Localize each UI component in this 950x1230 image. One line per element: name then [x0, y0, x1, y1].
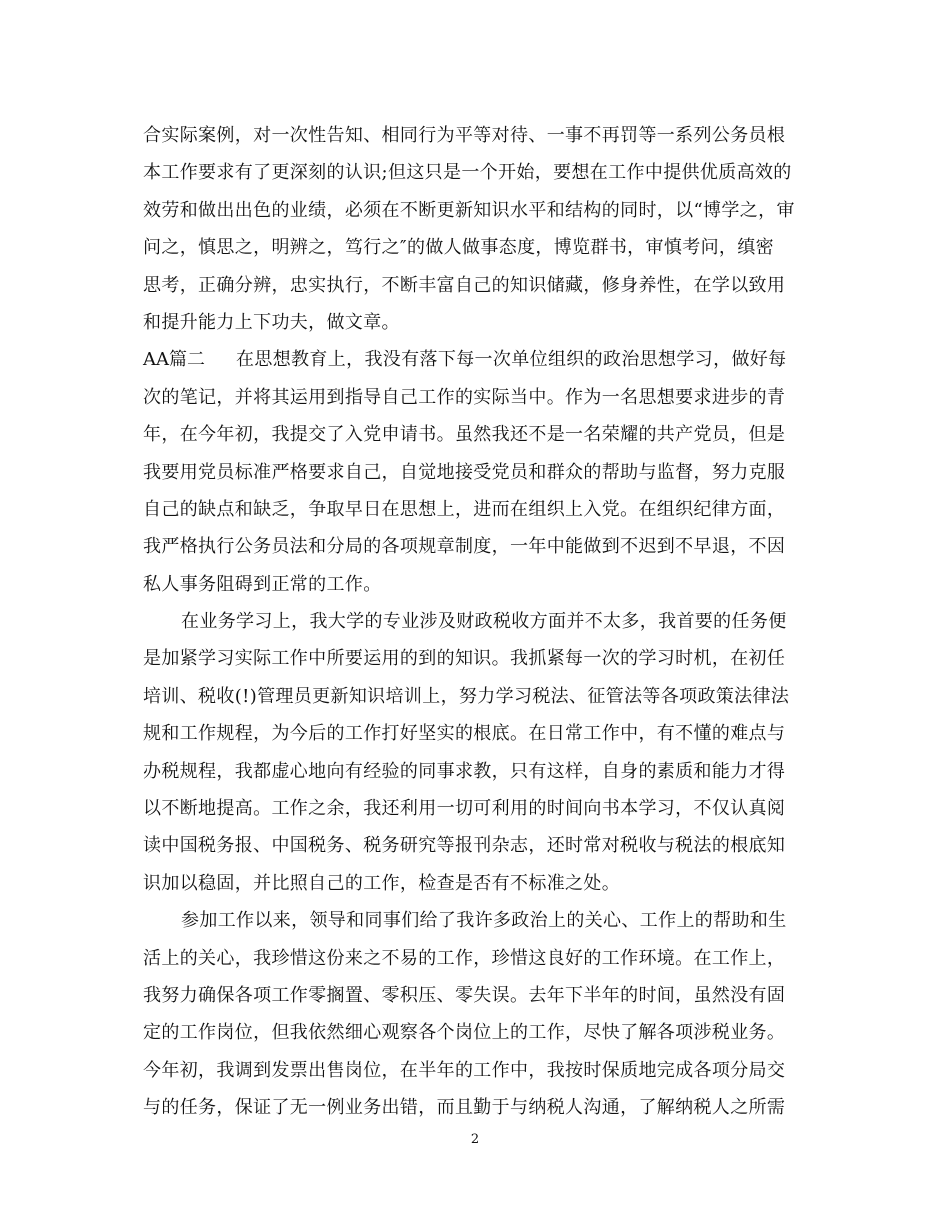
section-tag: AA篇二 [143, 349, 205, 371]
text-line: 我严格执行公务员法和分局的各项规章制度，一年中能做到不迟到不早退，不因 [143, 536, 786, 558]
text-line: 年，在今年初，我提交了入党申请书。虽然我还不是一名荣耀的共产党员，但是 [143, 424, 786, 446]
text-line: 是加紧学习实际工作中所要运用的到的知识。我抓紧每一次的学习时机，在初任 [143, 648, 786, 670]
text-line: 我要用党员标准严格要求自己，自觉地接受党员和群众的帮助与监督，努力克服 [143, 461, 786, 483]
section-first-line: 在思想教育上，我没有落下每一次单位组织的政治思想学习，做好每 [236, 349, 787, 371]
text-line: 与的任务，保证了无一例业务出错，而且勤于与纳税人沟通，了解纳税人之所需 [143, 1097, 786, 1119]
text-line: 和提升能力上下功夫，做文章。 [143, 311, 400, 333]
text-line: 规和工作规程，为今后的工作打好坚实的根底。在日常工作中，有不懂的难点与 [143, 723, 786, 745]
text-line: 以不断地提高。工作之余，我还利用一切可利用的时间向书本学习，不仅认真阅 [143, 798, 786, 820]
text-line: 定的工作岗位，但我依然细心观察各个岗位上的工作，尽快了解各项涉税业务。 [143, 1022, 786, 1044]
text-line: 我努力确保各项工作零搁置、零积压、零失误。去年下半年的时间，虽然没有固 [143, 984, 786, 1006]
text-line: 私人事务阻碍到正常的工作。 [143, 573, 382, 595]
text-line: 自己的缺点和缺乏，争取早日在思想上，进而在组织上入党。在组织纪律方面， [143, 498, 786, 520]
text-line: 次的笔记，并将其运用到指导自己工作的实际当中。作为一名思想要求进步的青 [143, 386, 786, 408]
text-line: 合实际案例，对一次性告知、相同行为平等对待、一事不再罚等一系列公务员根 [143, 125, 786, 146]
text-line: 识加以稳固，并比照自己的工作，检查是否有不标准之处。 [143, 872, 621, 894]
text-line: 思考，正确分辨，忠实执行，不断丰富自己的知识储藏，修身养性，在学以致用 [143, 274, 786, 296]
text-line: 活上的关心，我珍惜这份来之不易的工作，珍惜这良好的工作环境。在工作上， [143, 947, 786, 969]
text-line: 本工作要求有了更深刻的认识;但这只是一个开始，要想在工作中提供优质高效的 [143, 162, 792, 184]
document-body [143, 117, 809, 1127]
text-line: 读中国税务报、中国税务、税务研究等报刊杂志，还时常对税收与税法的根底知 [143, 835, 786, 857]
text-line: 效劳和做出出色的业绩，必须在不断更新知识水平和结构的同时，以“博学之，审 [143, 199, 795, 221]
text-line: 办税规程，我都虚心地向有经验的同事求教，只有这样，自身的素质和能力才得 [143, 760, 786, 782]
paragraph-first-line: 参加工作以来，领导和同事们给了我许多政治上的关心、工作上的帮助和生 [181, 910, 787, 932]
page-number: 2 [470, 1132, 480, 1147]
section-heading-line [143, 341, 809, 378]
paragraph-first-line: 在业务学习上，我大学的专业涉及财政税收方面并不太多，我首要的任务便 [181, 611, 787, 633]
text-line: 问之，慎思之，明辨之，笃行之″的做人做事态度，博览群书，审慎考问，缜密 [143, 237, 774, 259]
text-line: 今年初，我调到发票出售岗位，在半年的工作中，我按时保质地完成各项分局交 [143, 1059, 786, 1081]
text-line: 培训、税收(!)管理员更新知识培训上，努力学习税法、征管法等各项政策法律法 [143, 685, 790, 707]
